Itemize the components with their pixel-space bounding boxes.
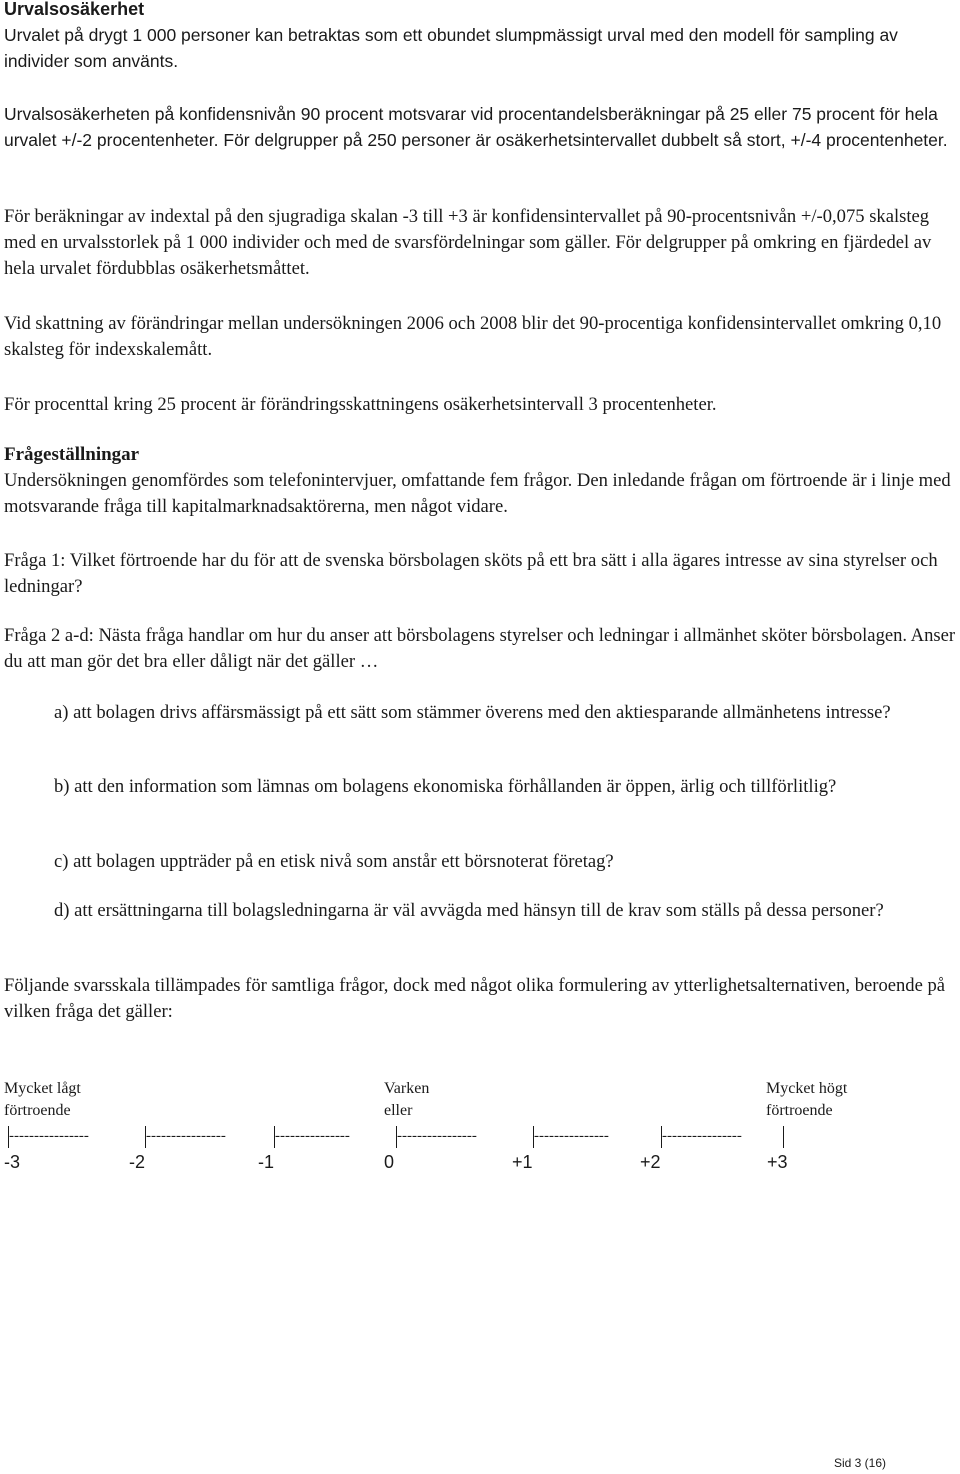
scale-label-low-line1: Mycket lågt	[4, 1080, 81, 1097]
question-2d: d) att ersättningarna till bolagsledningarna är väl avvägda med hänsyn till de krav som ställs på dessa personer?	[54, 900, 884, 921]
question-2b: b) att den information som lämnas om bolagens ekonomiska förhållanden är öppen, ärlig och tillförlitlig?	[54, 776, 837, 797]
scale-value-plus2: +2	[640, 1152, 661, 1172]
scale-dash-row	[4, 1126, 794, 1148]
section-title-fragestallningar: Frågeställningar	[4, 444, 140, 465]
paragraph-svarsskala: Följande svarsskala tillämpades för samtliga frågor, dock med något olika formulering av ytterlighetsalternativen, beroende på vilken fråga det gäller:	[4, 975, 946, 1022]
scale-value-minus1: -1	[258, 1152, 275, 1172]
paragraph-konfidensniva: Urvalsosäkerheten på konfidensnivån 90 procent motsvarar vid procentandelsberäkningar på 25 eller 75 procent för hela urvalet +/-2 procentenheter. För delgrupper på 250 personer är osäkerhetsintervallet dubbelt så stort, +/-4 procentenheter.	[4, 104, 948, 150]
scale-value-plus1: +1	[512, 1152, 533, 1172]
scale-value-minus2: -2	[129, 1152, 146, 1172]
paragraph-procenttal: För procenttal kring 25 procent är förändringsskattningens osäkerhetsintervall 3 procentenheter.	[4, 394, 717, 415]
scale-segment-1: ----------------	[8, 1126, 139, 1148]
scale-label-high-line2: förtroende	[766, 1102, 833, 1119]
scale-segment-3: ---------------	[274, 1126, 390, 1148]
scale-label-mid-line2: eller	[384, 1102, 413, 1119]
paragraph-urval: Urvalet på drygt 1 000 personer kan betraktas som ett obundet slumpmässigt urval med den modell för sampling av individer som använts.	[4, 25, 898, 71]
paragraph-undersokning: Undersökningen genomfördes som telefonintervjuer, omfattande fem frågor. Den inledande frågan om förtroende är i linje med motsvarande fråga till kapitalmarknadsaktörerna, men något vidare.	[4, 470, 951, 517]
scale-value-minus3: -3	[4, 1152, 21, 1172]
paragraph-forandringar: Vid skattning av förändringar mellan undersökningen 2006 och 2008 blir det 90-procentiga konfidensintervallet omkring 0,10 skalsteg för indexskalemått.	[4, 313, 942, 360]
scale-value-zero: 0	[384, 1152, 395, 1172]
scale-segment-5: ---------------	[533, 1126, 654, 1148]
paragraph-indextal: För beräkningar av indextal på den sjugradiga skalan -3 till +3 är konfidensintervallet på 90-procentsnivån +/-0,075 skalsteg med en urvalsstorlek på 1 000 individer och med de svarsfördelningar som gäller. För delgrupper på omkring en fjärdedel av hela urvalet fördubblas osäkerhetsmåttet.	[4, 206, 932, 279]
section-title-urvalsosakerhet: Urvalsosäkerhet	[4, 0, 145, 19]
scale-label-high-line1: Mycket högt	[766, 1080, 848, 1097]
page-number: Sid 3 (16)	[833, 1456, 886, 1470]
scale-value-plus3: +3	[767, 1152, 788, 1172]
scale-label-low-line2: förtroende	[4, 1102, 71, 1119]
question-2a: a) att bolagen drivs affärsmässigt på ett sätt som stämmer överens med den aktiesparande allmänhetens intresse?	[54, 702, 891, 723]
question-2c: c) att bolagen uppträder på en etisk nivå som anstår ett börsnoterat företag?	[54, 851, 614, 872]
question-2: Fråga 2 a-d: Nästa fråga handlar om hur du anser att börsbolagens styrelser och ledningar i allmänhet sköter börsbolagen. Anser du att man gör det bra eller dåligt när det gäller …	[4, 625, 956, 672]
question-1: Fråga 1: Vilket förtroende har du för att de svenska börsbolagen sköts på ett bra sätt i alla ägares intresse av sina styrelser och ledningar?	[4, 550, 938, 597]
scale-segment-4: ----------------	[396, 1126, 527, 1148]
scale-label-mid-line1: Varken	[384, 1080, 430, 1097]
scale-segment-2: ----------------	[145, 1126, 267, 1148]
scale-segment-6: ----------------	[661, 1126, 784, 1148]
